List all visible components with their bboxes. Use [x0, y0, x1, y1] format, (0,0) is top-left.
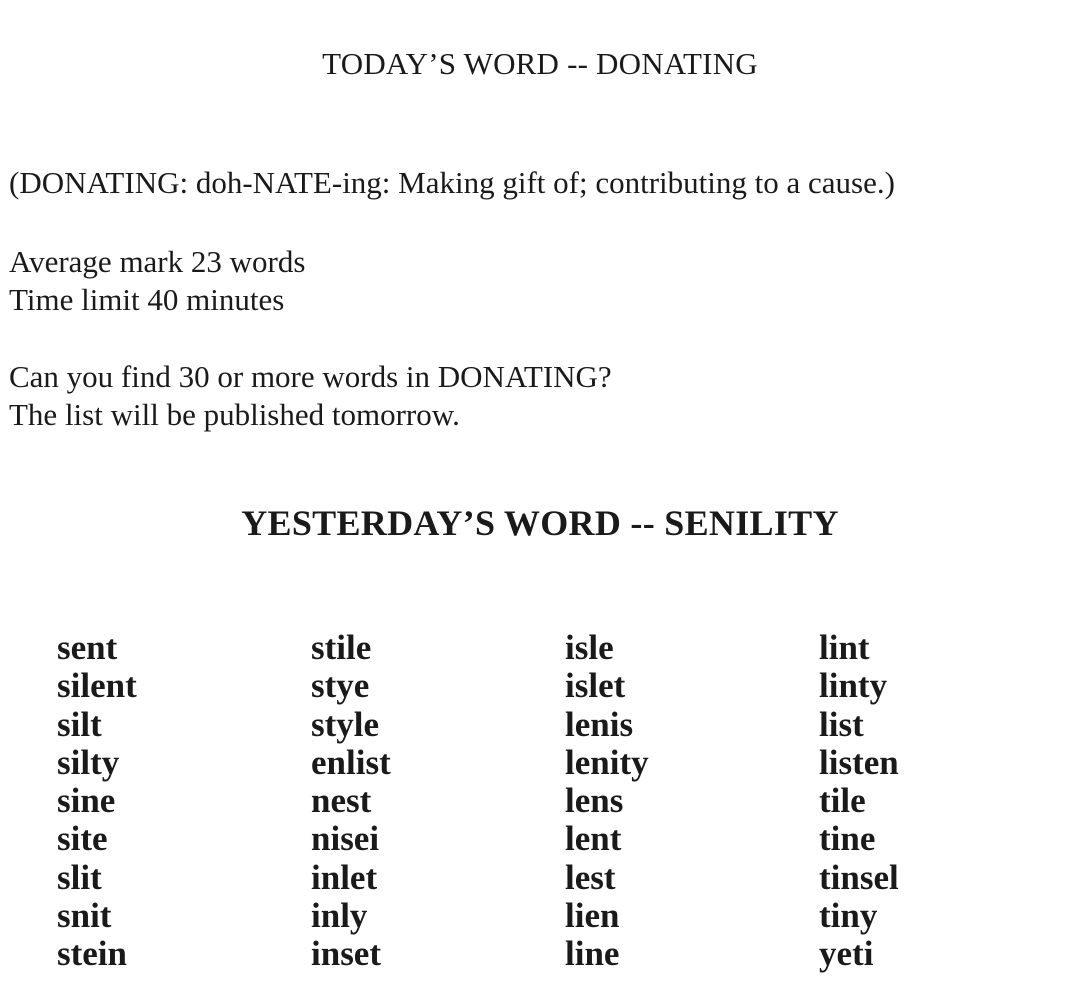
yesterdays-word-title: YESTERDAY’S WORD -- SENILITY	[241, 503, 839, 543]
answer-word: lenity	[565, 742, 649, 782]
answer-word: isle	[565, 628, 614, 667]
answer-word: line	[565, 934, 620, 974]
answer-word: lent	[565, 819, 622, 859]
answer-word: sine	[57, 781, 116, 821]
answer-word: slit	[57, 857, 102, 897]
answer-word: inset	[311, 934, 381, 974]
challenge-text	[9, 358, 612, 434]
answer-word: list	[819, 704, 864, 744]
answer-word: yeti	[819, 934, 874, 974]
answer-word: enlist	[311, 742, 391, 782]
answer-word: inlet	[311, 857, 378, 897]
answer-word: nest	[311, 781, 372, 821]
time-limit: Time limit 40 minutes	[9, 282, 285, 317]
puzzle-stats	[9, 243, 305, 319]
answer-word: nisei	[311, 819, 380, 859]
word-column-4	[819, 629, 1073, 974]
word-column-1	[57, 629, 311, 974]
word-column-2	[311, 629, 565, 974]
answer-word: stile	[311, 628, 372, 667]
answer-word: lest	[565, 857, 616, 897]
answer-word: sent	[57, 628, 118, 667]
publish-note: The list will be published tomorrow.	[9, 397, 460, 432]
challenge-question: Can you find 30 or more words in DONATING?	[9, 359, 612, 394]
answer-word: snit	[57, 896, 112, 936]
answer-word: stye	[311, 666, 370, 706]
answer-word: silent	[57, 666, 137, 706]
answer-word: listen	[819, 742, 899, 782]
answer-word: silty	[57, 742, 120, 782]
answer-word: tine	[819, 819, 876, 859]
word-definition: (DONATING: doh-NATE-ing: Making gift of; contributing to a cause.)	[9, 165, 895, 200]
answer-word: islet	[565, 666, 626, 706]
answer-word: tile	[819, 781, 866, 821]
answer-word: stein	[57, 934, 127, 974]
answer-word: silt	[57, 704, 102, 744]
answer-word: style	[311, 704, 380, 744]
average-mark: Average mark 23 words	[9, 244, 306, 279]
todays-word-title: TODAY’S WORD -- DONATING	[322, 46, 758, 81]
answer-word: inly	[311, 896, 368, 936]
answer-word: linty	[819, 666, 888, 706]
answer-word: site	[57, 819, 108, 859]
answer-word: lint	[819, 628, 870, 667]
word-column-3	[565, 629, 819, 974]
answer-word: tinsel	[819, 857, 899, 897]
answer-word-grid	[57, 629, 1073, 974]
answer-word: lenis	[565, 704, 634, 744]
answer-word: lens	[565, 781, 624, 821]
answer-word: tiny	[819, 896, 878, 936]
answer-word: lien	[565, 896, 620, 936]
